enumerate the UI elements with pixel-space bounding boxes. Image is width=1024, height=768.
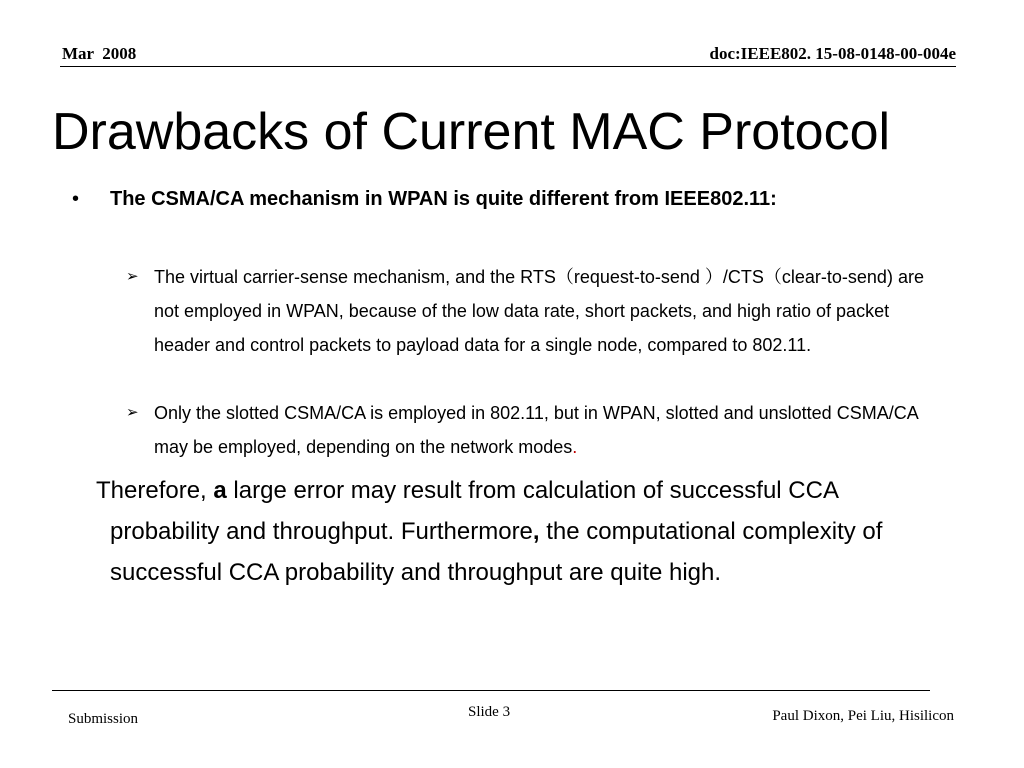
- footer-authors: Paul Dixon, Pei Liu, Hisilicon: [772, 708, 954, 724]
- footer-submission: Submission: [68, 711, 139, 727]
- sub-bullet-text: [154, 396, 926, 464]
- footer-slide-number: Slide 3: [468, 704, 511, 720]
- sub-bullet-text: The virtual carrier-sense mechanism, and the RTS（request-to-send ）/CTS（clear-to-send) are not employed in WPAN, because of the low data rate, short packets, and high ratio of packet header and control packets to payload data for a single node, compared to 802.11.: [154, 267, 924, 355]
- bullet-dot-icon: •: [72, 188, 80, 210]
- arrow-bullet-icon: ➢: [126, 404, 139, 421]
- conclusion-paragraph: [96, 470, 940, 593]
- para-part-1: Therefore,: [96, 477, 214, 504]
- para-part-3: the computational complexity of successful CCA probability and throughput are quite high.: [110, 518, 883, 586]
- arrow-bullet-icon: ➢: [126, 268, 139, 285]
- header-date: Mar 2008: [62, 44, 137, 63]
- sub-bullet-slotted: [126, 396, 926, 464]
- para-bold-2: ,: [532, 518, 540, 545]
- main-bullet-text: The CSMA/CA mechanism in WPAN is quite different from IEEE802.11:: [110, 188, 777, 210]
- sub-bullet-body: Only the slotted CSMA/CA is employed in 802.11, but in WPAN, slotted and unslotted CSMA/CA may be employed, depending on the network modes: [154, 403, 918, 457]
- footer-divider: [52, 690, 930, 691]
- sub-bullet-end-mark: .: [572, 437, 578, 457]
- para-part-2: large error may result from calculation of successful CCA probability and throughput. Furthermore: [110, 477, 838, 545]
- slide-title: Drawbacks of Current MAC Protocol: [52, 103, 891, 161]
- header-doc-id: doc:IEEE802. 15-08-0148-00-004e: [709, 44, 956, 63]
- sub-bullet-rts-cts: [126, 260, 926, 362]
- para-bold-1: a: [213, 477, 227, 504]
- main-bullet: [72, 183, 872, 215]
- header-divider: [60, 66, 956, 67]
